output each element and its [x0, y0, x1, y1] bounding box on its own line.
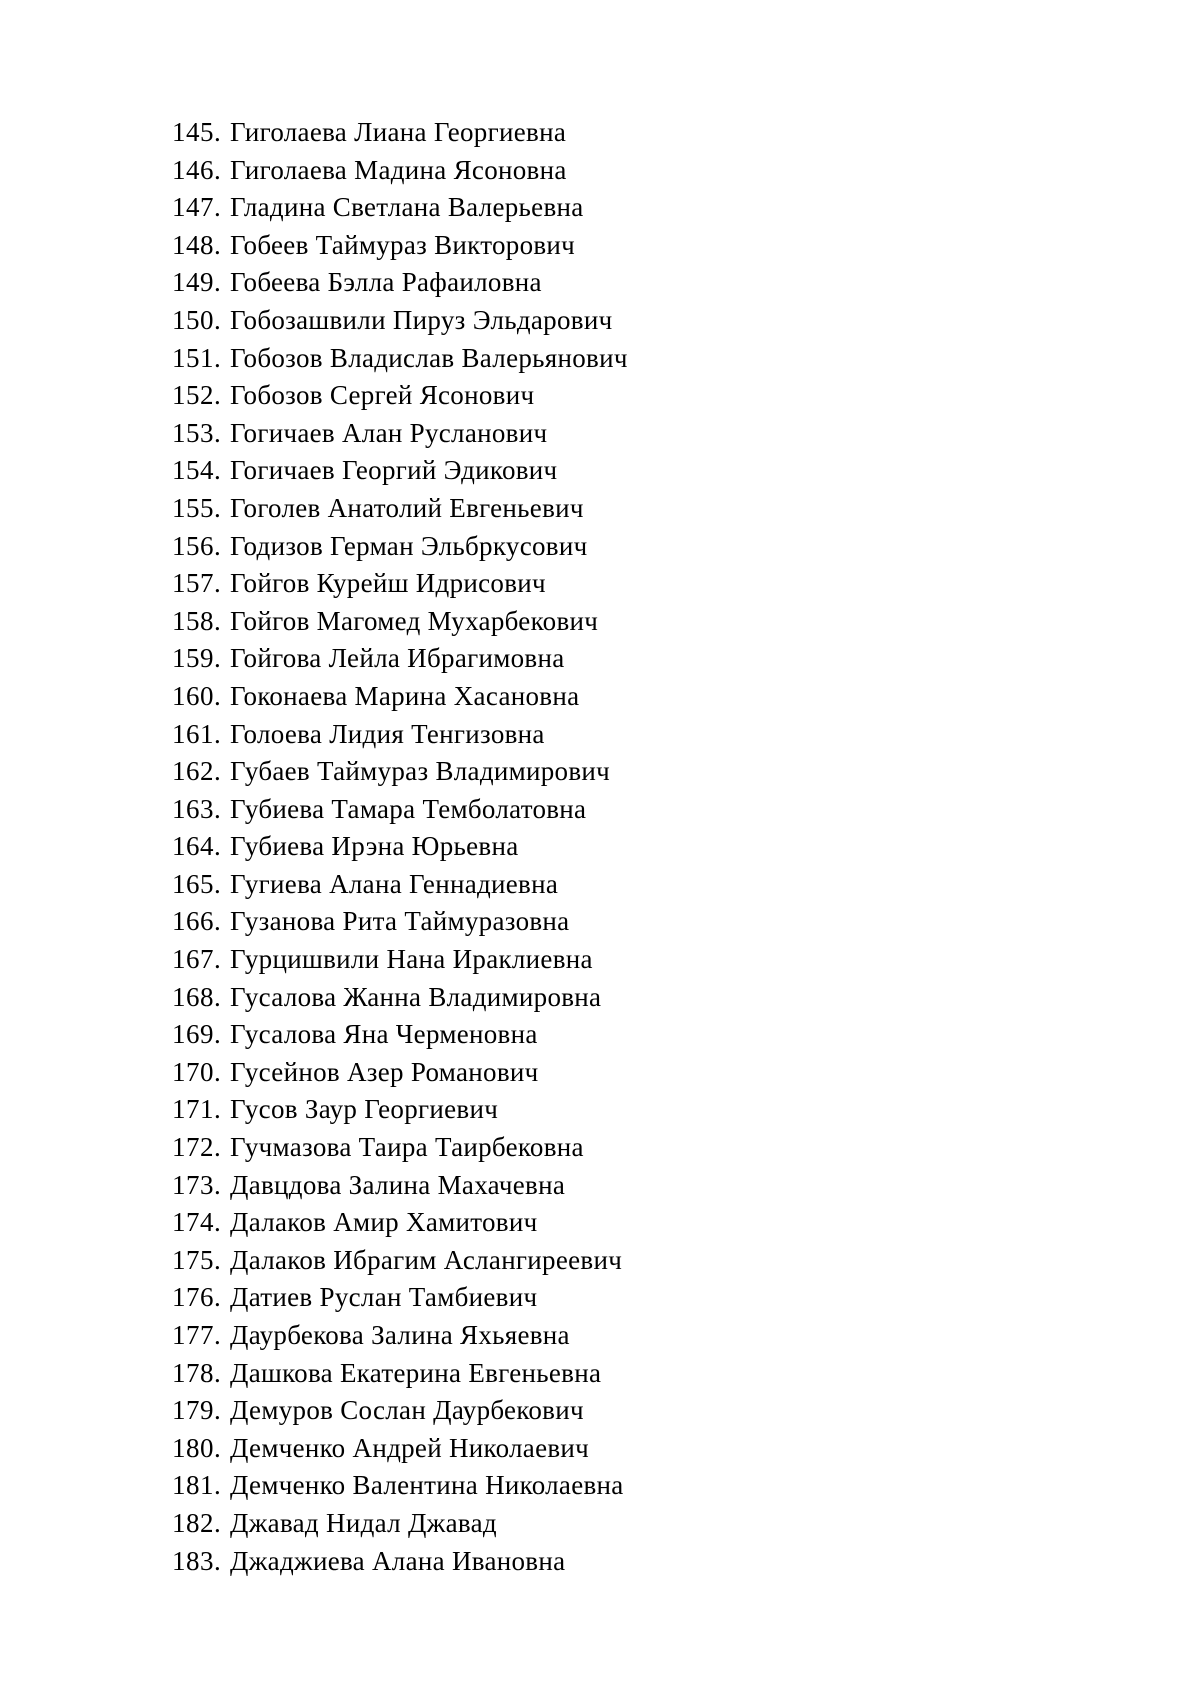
list-item: [172, 1204, 628, 1242]
list-item: [172, 1505, 628, 1543]
list-item: [172, 490, 628, 528]
item-name: Демченко Валентина Николаевна: [230, 1470, 624, 1501]
name-list: [172, 114, 628, 1580]
item-number: 183.: [172, 1545, 222, 1576]
item-number: 151.: [172, 342, 222, 373]
item-number: 168.: [172, 981, 222, 1012]
list-item: [172, 1317, 628, 1355]
item-number: 171.: [172, 1094, 222, 1125]
item-name: Гладина Светлана Валерьевна: [230, 192, 584, 223]
item-number: 145.: [172, 117, 222, 147]
item-number: 162.: [172, 756, 222, 787]
list-item: [172, 528, 628, 566]
item-name: Губиева Тамара Темболатовна: [230, 793, 587, 824]
item-name: Гусалова Жанна Владимировна: [230, 981, 602, 1012]
item-name: Даурбекова Залина Яхьяевна: [230, 1320, 570, 1350]
item-number: 179.: [172, 1395, 222, 1426]
item-name: Демченко Андрей Николаевич: [230, 1432, 590, 1463]
item-number: 175.: [172, 1244, 222, 1275]
item-name: Гусов Заур Георгиевич: [230, 1094, 499, 1125]
list-item: [172, 189, 628, 227]
list-item: [172, 1129, 628, 1167]
item-name: Джаджиева Алана Ивановна: [230, 1545, 566, 1576]
item-name: Далаков Ибрагим Аслангиреевич: [230, 1244, 623, 1275]
item-number: 172.: [172, 1132, 222, 1163]
item-number: 174.: [172, 1207, 222, 1238]
item-number: 165.: [172, 868, 222, 899]
item-name: Гойгов Магомед Мухарбекович: [230, 605, 599, 636]
list-item: [172, 1091, 628, 1129]
item-number: 157.: [172, 568, 222, 599]
item-name: Гугиева Алана Геннадиевна: [230, 868, 559, 899]
list-item: [172, 114, 628, 152]
item-number: 180.: [172, 1432, 222, 1463]
item-number: 149.: [172, 267, 222, 298]
list-item: [172, 1242, 628, 1280]
item-name: Гурцишвили Нана Ираклиевна: [230, 944, 593, 975]
item-name: Гоголев Анатолий Евгеньевич: [230, 492, 584, 523]
list-item: [172, 866, 628, 904]
item-name: Гусейнов Азер Романович: [230, 1056, 539, 1087]
item-name: Гусалова Яна Черменовна: [230, 1019, 538, 1050]
item-name: Гузанова Рита Таймуразовна: [230, 906, 570, 937]
item-name: Гиголаева Мадина Ясоновна: [230, 154, 567, 185]
item-name: Гобеева Бэлла Рафаиловна: [230, 267, 542, 298]
item-name: Гобозов Сергей Ясонович: [230, 380, 535, 411]
list-item: [172, 753, 628, 791]
item-number: 182.: [172, 1507, 222, 1538]
list-item: [172, 791, 628, 829]
item-number: 166.: [172, 906, 222, 937]
item-number: 173.: [172, 1169, 222, 1200]
item-name: Губаев Таймураз Владимирович: [230, 756, 611, 787]
item-number: 169.: [172, 1019, 222, 1050]
item-name: Гойгова Лейла Ибрагимовна: [230, 643, 565, 674]
item-name: Джавад Нидал Джавад: [230, 1507, 497, 1538]
list-item: [172, 1543, 628, 1581]
item-name: Гиголаева Лиана Георгиевна: [230, 117, 567, 147]
item-number: 176.: [172, 1282, 222, 1313]
item-number: 153.: [172, 417, 222, 448]
item-name: Губиева Ирэна Юрьевна: [230, 831, 519, 862]
list-item: [172, 941, 628, 979]
item-name: Гобозов Владислав Валерьянович: [230, 342, 628, 373]
list-item: [172, 640, 628, 678]
list-item: [172, 264, 628, 302]
list-item: [172, 302, 628, 340]
list-item: [172, 1016, 628, 1054]
list-item: [172, 603, 628, 641]
list-item: [172, 227, 628, 265]
item-name: Давцдова Залина Махачевна: [230, 1169, 566, 1200]
list-item: [172, 1355, 628, 1393]
item-name: Далаков Амир Хамитович: [230, 1207, 538, 1238]
item-name: Гойгов Курейш Идрисович: [230, 568, 546, 599]
list-item: [172, 152, 628, 190]
list-item: [172, 678, 628, 716]
item-number: 167.: [172, 944, 222, 975]
item-name: Демуров Сослан Даурбекович: [230, 1395, 584, 1426]
item-name: Дашкова Екатерина Евгеньевна: [230, 1357, 602, 1388]
item-number: 178.: [172, 1357, 222, 1388]
item-name: Гогичаев Георгий Эдикович: [230, 455, 558, 486]
list-item: [172, 340, 628, 378]
item-number: 146.: [172, 154, 222, 185]
list-item: [172, 979, 628, 1017]
item-number: 160.: [172, 680, 222, 711]
list-item: [172, 1392, 628, 1430]
list-item: [172, 828, 628, 866]
item-number: 158.: [172, 605, 222, 636]
item-name: Гучмазова Таира Таирбековна: [230, 1132, 584, 1163]
list-item: [172, 716, 628, 754]
item-name: Годизов Герман Эльбркусович: [230, 530, 588, 561]
item-number: 177.: [172, 1320, 222, 1350]
item-number: 163.: [172, 793, 222, 824]
item-name: Гобозашвили Пируз Эльдарович: [230, 304, 613, 335]
item-name: Гогичаев Алан Русланович: [230, 417, 548, 448]
item-name: Голоева Лидия Тенгизовна: [230, 718, 545, 749]
item-number: 148.: [172, 229, 222, 260]
item-number: 159.: [172, 643, 222, 674]
list-item: [172, 1467, 628, 1505]
item-number: 150.: [172, 304, 222, 335]
item-name: Гоконаева Марина Хасановна: [230, 680, 580, 711]
list-item: [172, 1167, 628, 1205]
list-item: [172, 415, 628, 453]
item-number: 152.: [172, 380, 222, 411]
list-item: [172, 565, 628, 603]
list-item: [172, 1279, 628, 1317]
item-number: 155.: [172, 492, 222, 523]
item-number: 164.: [172, 831, 222, 862]
list-item: [172, 903, 628, 941]
item-number: 154.: [172, 455, 222, 486]
list-item: [172, 1430, 628, 1468]
list-item: [172, 377, 628, 415]
list-item: [172, 452, 628, 490]
item-number: 181.: [172, 1470, 222, 1501]
item-number: 170.: [172, 1056, 222, 1087]
list-item: [172, 1054, 628, 1092]
item-number: 147.: [172, 192, 222, 223]
item-number: 161.: [172, 718, 222, 749]
item-name: Датиев Руслан Тамбиевич: [230, 1282, 538, 1313]
item-name: Гобеев Таймураз Викторович: [230, 229, 576, 260]
item-number: 156.: [172, 530, 222, 561]
